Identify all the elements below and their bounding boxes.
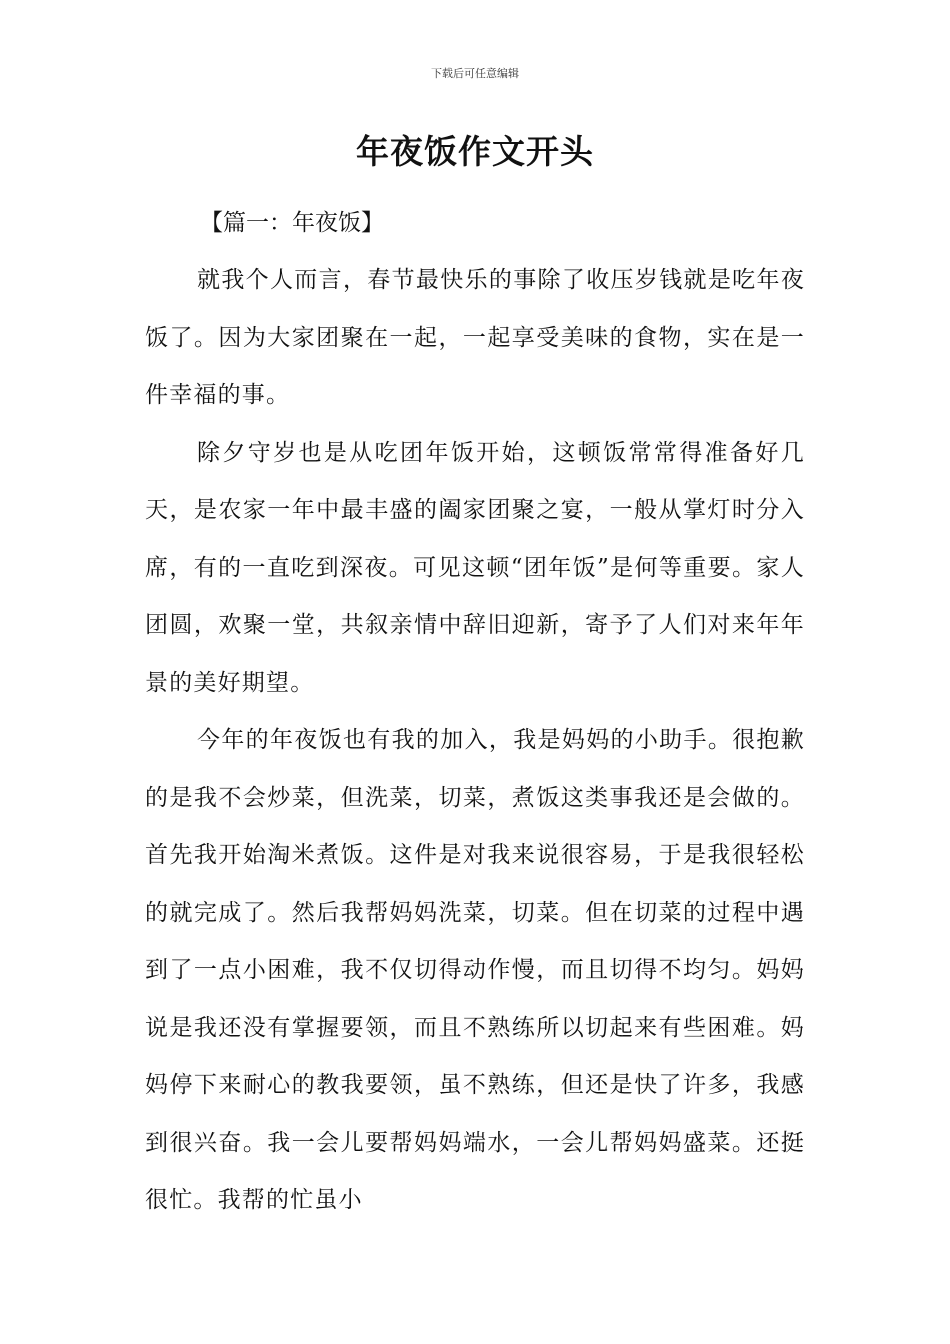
document-title: 年夜饭作文开头	[356, 132, 594, 171]
paragraph: 就我个人而言，春节最快乐的事除了收压岁钱就是吃年夜饭了。因为大家团聚在一起，一起享受美味的食物，实在是一件幸福的事。	[145, 267, 805, 408]
body-text	[145, 252, 805, 1230]
header-note: 下载后可任意编辑	[431, 67, 519, 80]
section-heading: 【篇一：年夜饭】	[200, 210, 384, 236]
paragraph: 除夕守岁也是从吃团年饭开始，这顿饭常常得准备好几天，是农家一年中最丰盛的阖家团聚之宴，一般从掌灯时分入席，有的一直吃到深夜。可见这顿“团年饭”是何等重要。家人团圆，欢聚一堂，共叙亲情中辞旧迎新，寄予了人们对来年年景的美好期望。	[145, 439, 805, 696]
paragraph: 今年的年夜饭也有我的加入，我是妈妈的小助手。很抱歉的是我不会炒菜，但洗菜，切菜，煮饭这类事我还是会做的。首先我开始淘米煮饭。这件是对我来说很容易，于是我很轻松的就完成了。然后我帮妈妈洗菜，切菜。但在切菜的过程中遇到了一点小困难，我不仅切得动作慢，而且切得不均匀。妈妈说是我还没有掌握要领，而且不熟练所以切起来有些困难。妈妈停下来耐心的教我要领，虽不熟练，但还是快了许多，我感到很兴奋。我一会儿要帮妈妈端水，一会儿帮妈妈盛菜。还挺很忙。我帮的忙虽小	[145, 727, 805, 1213]
